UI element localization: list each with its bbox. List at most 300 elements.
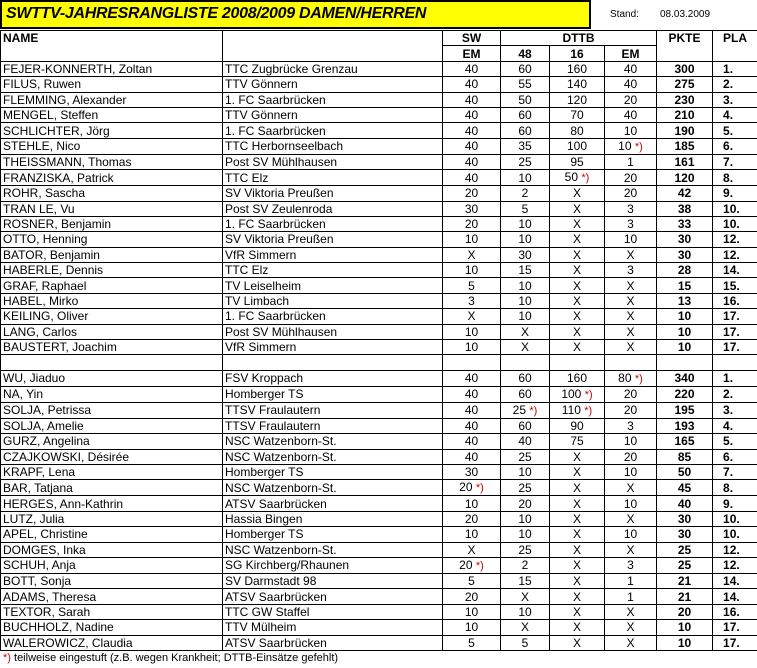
dttb-em-value: 3: [627, 558, 634, 573]
player-name: [1, 542, 223, 557]
sw-em-value: 40: [464, 170, 479, 185]
dttb-16-value: X: [572, 449, 581, 464]
points: [657, 232, 713, 247]
points: [657, 61, 713, 76]
player-row: [1, 464, 757, 479]
club-name-value: TTC Herbornseelbach: [225, 139, 344, 154]
points-value: 275: [674, 77, 695, 92]
rank-value: 7.: [723, 465, 734, 480]
player-row: [1, 154, 757, 169]
rank-value: 5.: [723, 123, 734, 138]
player-name: [1, 247, 223, 262]
club-name: [223, 542, 443, 557]
player-row: [1, 293, 757, 308]
rank-value: 2.: [723, 387, 734, 402]
sw-em: [443, 247, 501, 262]
stand-label: Stand:: [610, 9, 639, 20]
dttb-48: [501, 402, 550, 418]
dttb-em: [605, 573, 657, 588]
dttb-16-value: 75: [570, 434, 584, 449]
rank: [713, 278, 757, 293]
dttb-em: [605, 186, 657, 201]
club-name: [223, 107, 443, 122]
sw-em: [443, 154, 501, 169]
dttb-em: [605, 542, 657, 557]
points-value: 10: [677, 620, 692, 635]
club-name-value: Post SV Zeulenroda: [225, 201, 333, 216]
rank: [713, 402, 757, 418]
points-value: 120: [674, 170, 695, 185]
dttb-em: [605, 418, 657, 433]
club-name: [223, 604, 443, 619]
dttb-16: [550, 92, 605, 107]
dttb-16: [550, 186, 605, 201]
dttb-16: [550, 418, 605, 433]
dttb-em-value: 20: [623, 449, 638, 464]
rank: [713, 324, 757, 339]
player-name: [1, 573, 223, 588]
sw-em: [443, 386, 501, 402]
points: [657, 107, 713, 122]
dttb-em-value: X: [626, 294, 635, 309]
sw-em-value: 40: [464, 371, 479, 386]
page-title: SWTTV-JAHRESRANGLISTE 2008/2009 DAMEN/HERREN: [6, 5, 427, 22]
player-name: [1, 449, 223, 464]
player-name: [1, 604, 223, 619]
dttb-48: [501, 370, 550, 386]
dttb-48-value: 2: [521, 558, 529, 573]
points-value: 28: [677, 263, 692, 278]
sw-em-value: X: [467, 542, 476, 557]
subheader-blank-name: [1, 46, 223, 61]
sw-em-value: 40: [464, 61, 479, 76]
sw-em: [443, 186, 501, 201]
points: [657, 386, 713, 402]
club-name-value: 1. FC Saarbrücken: [225, 309, 326, 324]
ranking-table: [0, 30, 757, 651]
dttb-em: [605, 77, 657, 92]
player-row: [1, 480, 757, 496]
sw-em-value: 30: [464, 465, 479, 480]
sw-em-value: 10: [464, 527, 479, 542]
sw-em-value: 10: [464, 620, 479, 635]
player-row: [1, 216, 757, 231]
club-name-value: TV Leiselheim: [225, 278, 302, 293]
group-separator: [1, 355, 757, 370]
dttb-48-value: 10: [518, 232, 532, 247]
dttb-em-value: X: [626, 309, 635, 324]
rank: [713, 263, 757, 278]
dttb-16-value: X: [572, 294, 581, 309]
player-row: [1, 589, 757, 604]
col-header-platz: PLA: [713, 31, 757, 46]
sw-em-value: 40: [464, 123, 479, 138]
points-value: 190: [674, 123, 695, 138]
player-name-value: HABEL, Mirko: [3, 294, 79, 309]
player-name-value: WU, Jiaduo: [3, 371, 66, 386]
player-row: [1, 402, 757, 418]
dttb-16: [550, 511, 605, 526]
rank: [713, 123, 757, 138]
dttb-em: [605, 480, 657, 496]
dttb-48-value: 25: [518, 542, 532, 557]
dttb-em-value: X: [626, 511, 635, 526]
col-header-club: [223, 31, 443, 46]
dttb-em-value: 20: [623, 387, 638, 402]
club-name-value: TTC GW Staffel: [225, 604, 310, 619]
dttb-em: [605, 449, 657, 464]
footnote-mark: *): [584, 388, 593, 401]
club-name-value: 1. FC Saarbrücken: [225, 217, 326, 232]
rank-value: 14.: [723, 574, 740, 589]
sw-em: [443, 278, 501, 293]
dttb-48: [501, 170, 550, 186]
sw-em-value: 40: [464, 403, 479, 418]
dttb-16-value: 95: [570, 154, 584, 169]
player-name-value: STEHLE, Nico: [3, 139, 81, 154]
sw-em-value: 10: [464, 232, 479, 247]
dttb-16: [550, 557, 605, 573]
points-value: 25: [677, 542, 692, 557]
dttb-48: [501, 309, 550, 324]
separator-cell: [223, 355, 443, 370]
dttb-16: [550, 604, 605, 619]
player-name-value: GURZ, Angelina: [3, 434, 90, 449]
club-name: [223, 309, 443, 324]
club-name: [223, 201, 443, 216]
points-value: 195: [674, 403, 695, 418]
player-row: [1, 604, 757, 619]
dttb-48: [501, 635, 550, 650]
ranking-body: [1, 31, 757, 651]
points: [657, 418, 713, 433]
club-name-value: VfR Simmern: [225, 247, 297, 262]
dttb-16-value: X: [572, 465, 581, 480]
points-value: 85: [677, 449, 692, 464]
dttb-48: [501, 263, 550, 278]
dttb-16: [550, 542, 605, 557]
sw-em-value: 10: [464, 340, 479, 355]
points-value: 10: [677, 635, 692, 650]
points-value: 25: [677, 558, 692, 573]
dttb-em: [605, 511, 657, 526]
footnote-mark: *): [634, 140, 643, 153]
sw-em: [443, 309, 501, 324]
points: [657, 123, 713, 138]
player-name: [1, 557, 223, 573]
dttb-48-value: 10: [518, 511, 532, 526]
dttb-em-value: 20: [623, 92, 638, 107]
dttb-16: [550, 386, 605, 402]
rank-value: 8.: [723, 170, 734, 185]
club-name-value: TTC Zugbrücke Grenzau: [225, 61, 358, 76]
points: [657, 293, 713, 308]
sw-em-value: 10: [464, 496, 479, 511]
club-name-value: Homberger TS: [225, 465, 304, 480]
club-name-value: TTV Gönnern: [225, 77, 298, 92]
dttb-16-value: 110: [561, 402, 581, 417]
player-name: [1, 589, 223, 604]
rank-value: 6.: [723, 139, 734, 154]
dttb-em-value: 10: [623, 496, 638, 511]
dttb-em: [605, 123, 657, 138]
points: [657, 77, 713, 92]
player-name: [1, 324, 223, 339]
dttb-48-value: 50: [518, 92, 532, 107]
points: [657, 186, 713, 201]
club-name: [223, 186, 443, 201]
dttb-em: [605, 386, 657, 402]
dttb-16-value: 80: [570, 123, 584, 138]
points-value: 30: [677, 247, 692, 262]
rank: [713, 620, 757, 635]
club-name: [223, 293, 443, 308]
dttb-16-value: 140: [566, 77, 588, 92]
rank-value: 6.: [723, 449, 734, 464]
player-name: [1, 635, 223, 650]
col-header-name: NAME: [1, 31, 223, 46]
player-name-value: FEJER-KONNERTH, Zoltan: [3, 61, 153, 76]
sw-em-value: 30: [464, 201, 479, 216]
rank: [713, 77, 757, 92]
sw-em: [443, 496, 501, 511]
dttb-16-value: 160: [566, 61, 588, 76]
dttb-48-value: 5: [521, 201, 529, 216]
player-name-value: SOLJA, Amelie: [3, 419, 84, 433]
player-name: [1, 464, 223, 479]
dttb-16: [550, 77, 605, 92]
club-name: [223, 557, 443, 573]
rank: [713, 170, 757, 186]
points: [657, 511, 713, 526]
dttb-16: [550, 434, 605, 449]
player-name: [1, 61, 223, 76]
club-name-value: SV Viktoria Preußen: [225, 186, 334, 201]
player-name-value: BOTT, Sonja: [3, 574, 72, 589]
rank-value: 5.: [723, 434, 734, 449]
dttb-16-value: X: [572, 217, 581, 232]
rank-value: 10.: [723, 527, 740, 542]
sw-em: [443, 418, 501, 433]
rank-value: 3.: [723, 403, 734, 418]
dttb-em-value: 20: [623, 403, 638, 418]
dttb-em: [605, 154, 657, 169]
rank-value: 15.: [723, 278, 740, 293]
rank-value: 10.: [723, 511, 740, 526]
rank-value: 12.: [723, 232, 740, 247]
club-name: [223, 480, 443, 496]
points-value: 161: [674, 154, 695, 169]
sw-em-value: 3: [468, 294, 475, 309]
points-value: 45: [677, 480, 692, 495]
dttb-48: [501, 154, 550, 169]
dttb-em: [605, 620, 657, 635]
sw-em: [443, 542, 501, 557]
dttb-16: [550, 293, 605, 308]
dttb-16: [550, 402, 605, 418]
rank-value: 4.: [723, 108, 734, 123]
player-name-value: DOMGES, Inka: [3, 542, 86, 557]
dttb-em: [605, 170, 657, 186]
col-header-sw: SW: [443, 31, 501, 46]
dttb-48-value: X: [520, 324, 529, 339]
col-subheader-em2: EM: [605, 46, 657, 61]
separator-cell: [605, 355, 657, 370]
footnote-mark: *): [475, 559, 484, 572]
club-name-value: TTSV Fraulautern: [225, 403, 321, 418]
player-name: [1, 527, 223, 542]
rank-value: 4.: [723, 419, 734, 433]
club-name: [223, 418, 443, 433]
player-name-value: FILUS, Ruwen: [3, 77, 82, 92]
dttb-16-value: 90: [570, 419, 584, 433]
dttb-48-value: 10: [518, 465, 532, 480]
dttb-48: [501, 542, 550, 557]
points-value: 30: [677, 511, 692, 526]
points: [657, 340, 713, 355]
dttb-em-value: 40: [623, 77, 638, 92]
dttb-16-value: 120: [566, 92, 588, 107]
sw-em: [443, 464, 501, 479]
dttb-48-value: X: [520, 620, 529, 635]
player-row: [1, 186, 757, 201]
dttb-16: [550, 61, 605, 76]
player-name: [1, 418, 223, 433]
points-value: 30: [677, 527, 692, 542]
player-name-value: ROSNER, Benjamin: [3, 217, 112, 232]
dttb-16: [550, 232, 605, 247]
player-row: [1, 309, 757, 324]
sw-em: [443, 77, 501, 92]
dttb-em: [605, 278, 657, 293]
points: [657, 604, 713, 619]
points: [657, 309, 713, 324]
sw-em-value: 40: [464, 419, 479, 433]
player-name-value: TEXTOR, Sarah: [3, 604, 91, 619]
rank: [713, 370, 757, 386]
rank-value: 9.: [723, 496, 734, 511]
dttb-16: [550, 620, 605, 635]
rank-value: 1.: [723, 371, 734, 386]
dttb-48-value: 55: [518, 77, 532, 92]
dttb-16-value: X: [572, 589, 581, 604]
rank: [713, 464, 757, 479]
points-value: 185: [674, 139, 695, 154]
dttb-16: [550, 464, 605, 479]
dttb-48-value: 35: [518, 139, 532, 154]
player-name: [1, 309, 223, 324]
rank-value: 12.: [723, 247, 740, 262]
player-name: [1, 511, 223, 526]
club-name-value: NSC Watzenborn-St.: [225, 542, 337, 557]
club-name: [223, 154, 443, 169]
dttb-48-value: 15: [518, 574, 532, 589]
club-name: [223, 464, 443, 479]
dttb-16-value: X: [572, 186, 581, 201]
sw-em-value: 20: [464, 186, 479, 201]
club-name: [223, 77, 443, 92]
points-value: 230: [674, 92, 695, 107]
club-name: [223, 496, 443, 511]
dttb-48: [501, 123, 550, 138]
sw-em: [443, 61, 501, 76]
dttb-48: [501, 216, 550, 231]
player-name-value: HABERLE, Dennis: [3, 263, 104, 278]
club-name-value: Post SV Mühlhausen: [225, 154, 338, 169]
dttb-16: [550, 589, 605, 604]
dttb-em: [605, 635, 657, 650]
dttb-em: [605, 527, 657, 542]
player-name: [1, 370, 223, 386]
dttb-48-value: 60: [518, 371, 532, 386]
player-name-value: BUCHHOLZ, Nadine: [3, 620, 114, 635]
points: [657, 154, 713, 169]
club-name-value: ATSV Saarbrücken: [225, 496, 327, 511]
rank: [713, 186, 757, 201]
player-name-value: NA, Yin: [3, 387, 44, 402]
points-value: 15: [677, 278, 692, 293]
dttb-16-value: X: [572, 635, 581, 650]
player-row: [1, 370, 757, 386]
points: [657, 635, 713, 650]
rank: [713, 232, 757, 247]
dttb-em-value: 20: [623, 186, 638, 201]
sw-em: [443, 216, 501, 231]
sw-em-value: 40: [464, 387, 479, 402]
sw-em: [443, 604, 501, 619]
dttb-48: [501, 293, 550, 308]
points-value: 10: [677, 340, 692, 355]
rank-value: 8.: [723, 480, 734, 495]
col-subheader-em: EM: [443, 46, 501, 61]
player-name: [1, 154, 223, 169]
subheader-blank-club: [223, 46, 443, 61]
dttb-16: [550, 340, 605, 355]
club-name: [223, 511, 443, 526]
dttb-48: [501, 527, 550, 542]
player-row: [1, 418, 757, 433]
player-row: [1, 247, 757, 262]
player-name: [1, 496, 223, 511]
player-name: [1, 201, 223, 216]
dttb-48: [501, 138, 550, 154]
player-row: [1, 635, 757, 650]
dttb-48-value: 20: [518, 496, 532, 511]
points-value: 42: [677, 186, 692, 201]
sw-em-value: 20: [464, 511, 479, 526]
dttb-48: [501, 278, 550, 293]
sw-em: [443, 557, 501, 573]
player-name-value: SCHUH, Anja: [3, 558, 76, 573]
dttb-48-value: 25: [518, 154, 532, 169]
sw-em: [443, 293, 501, 308]
dttb-16-value: X: [572, 496, 581, 511]
dttb-em: [605, 138, 657, 154]
sw-em-value: X: [467, 309, 476, 324]
points: [657, 620, 713, 635]
club-name-value: 1. FC Saarbrücken: [225, 92, 326, 107]
club-name: [223, 340, 443, 355]
dttb-48-value: 2: [521, 186, 529, 201]
dttb-48: [501, 77, 550, 92]
player-name: [1, 170, 223, 186]
club-name-value: ATSV Saarbrücken: [225, 635, 327, 650]
player-row: [1, 170, 757, 186]
sw-em-value: 40: [464, 92, 479, 107]
club-name: [223, 434, 443, 449]
sw-em: [443, 201, 501, 216]
dttb-48-value: 25: [512, 402, 527, 417]
